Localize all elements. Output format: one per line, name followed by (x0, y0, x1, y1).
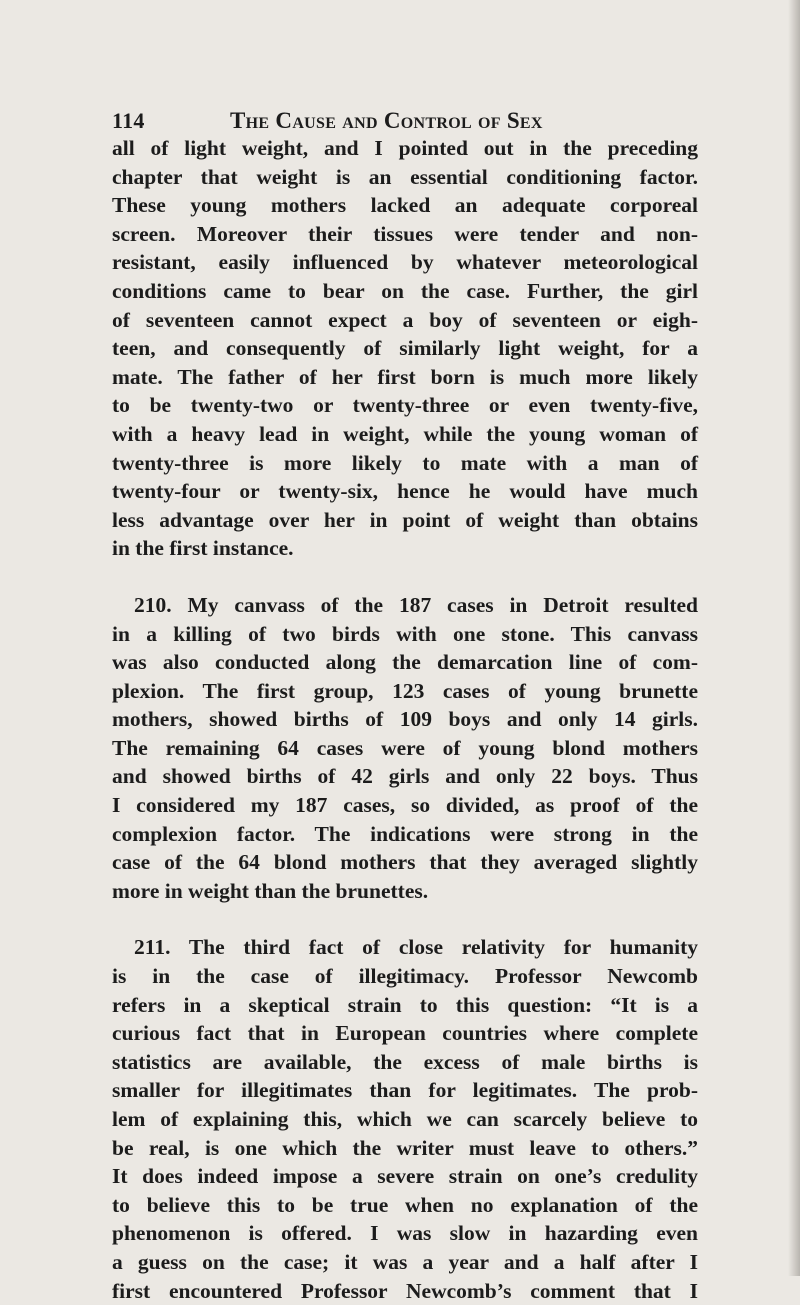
paragraph-1 (112, 134, 698, 563)
body-text (112, 134, 698, 1305)
text-line: plexion. The first group, 123 cases of young brunette (112, 678, 698, 703)
text-line: mothers, showed births of 109 boys and only 14 girls. (112, 707, 698, 732)
text-line: I considered my 187 cases, so divided, as proof of the (112, 793, 698, 818)
text-line: a guess on the case; it was a year and a half after I (112, 1249, 698, 1274)
text-line: and showed births of 42 girls and only 22 boys. Thus (112, 764, 698, 789)
text-line: complexion factor. The indications were strong in the (112, 821, 698, 846)
text-line: all of light weight, and I pointed out in the preceding (112, 136, 698, 160)
text-line: case of the 64 blond mothers that they averaged slightly (112, 850, 698, 875)
text-line: of seventeen cannot expect a boy of seventeen or eigh- (112, 307, 698, 332)
text-line: It does indeed impose a severe strain on one’s credulity (112, 1164, 698, 1189)
text-line: be real, is one which the writer must leave to others.” (112, 1135, 698, 1160)
page-number: 114 (112, 108, 145, 133)
text-line: twenty-three is more likely to mate with a man of (112, 450, 698, 475)
paragraph-gap (112, 905, 698, 933)
paragraph-gap (112, 563, 698, 591)
text-line: to be twenty-two or twenty-three or even twenty-five, (112, 393, 698, 418)
text-line: These young mothers lacked an adequate corporeal (112, 193, 698, 218)
text-line: first encountered Professor Newcomb’s comment that I (112, 1278, 698, 1303)
text-line: was also conducted along the demarcation line of com- (112, 650, 698, 675)
text-line: twenty-four or twenty-six, hence he would have much (112, 479, 698, 504)
text-line: lem of explaining this, which we can scarcely believe to (112, 1107, 698, 1131)
text-line: less advantage over her in point of weight than obtains (112, 507, 698, 532)
paragraph-211 (112, 933, 698, 1305)
running-title: The Cause and Control of Sex (230, 108, 543, 133)
text-line: is in the case of illegitimacy. Professor Newcomb (112, 964, 698, 989)
text-line: resistant, easily influenced by whatever meteorological (112, 250, 698, 275)
text-line: in a killing of two birds with one stone. This canvass (112, 621, 698, 646)
paragraph-210 (112, 591, 698, 906)
text-line: phenomenon is offered. I was slow in hazarding even (112, 1221, 698, 1246)
text-line: to believe this to be true when no explanation of the (112, 1192, 698, 1217)
text-line: teen, and consequently of similarly light weight, for a (112, 336, 698, 361)
text-line: in the first instance. (112, 536, 294, 561)
text-line: curious fact that in European countries where complete (112, 1021, 698, 1046)
text-line: chapter that weight is an essential conditioning factor. (112, 164, 698, 189)
text-line: refers in a skeptical strain to this question: “It is a (112, 992, 698, 1017)
text-line: mate. The father of her first born is much more likely (112, 364, 698, 389)
text-line: 211. The third fact of close relativity for humanity (134, 935, 698, 960)
text-line: screen. Moreover their tissues were tender and non- (112, 221, 698, 246)
text-line: with a heavy lead in weight, while the young woman of (112, 421, 698, 446)
text-line: The remaining 64 cases were of young blond mothers (112, 735, 698, 760)
text-line: more in weight than the brunettes. (112, 878, 429, 903)
text-line: 210. My canvass of the 187 cases in Detroit resulted (134, 592, 698, 617)
text-line: conditions came to bear on the case. Further, the girl (112, 278, 698, 303)
text-line: smaller for illegitimates than for legitimates. The prob- (112, 1078, 698, 1103)
page-edge-shadow (788, 0, 800, 1276)
text-line: statistics are available, the excess of male births is (112, 1049, 698, 1074)
